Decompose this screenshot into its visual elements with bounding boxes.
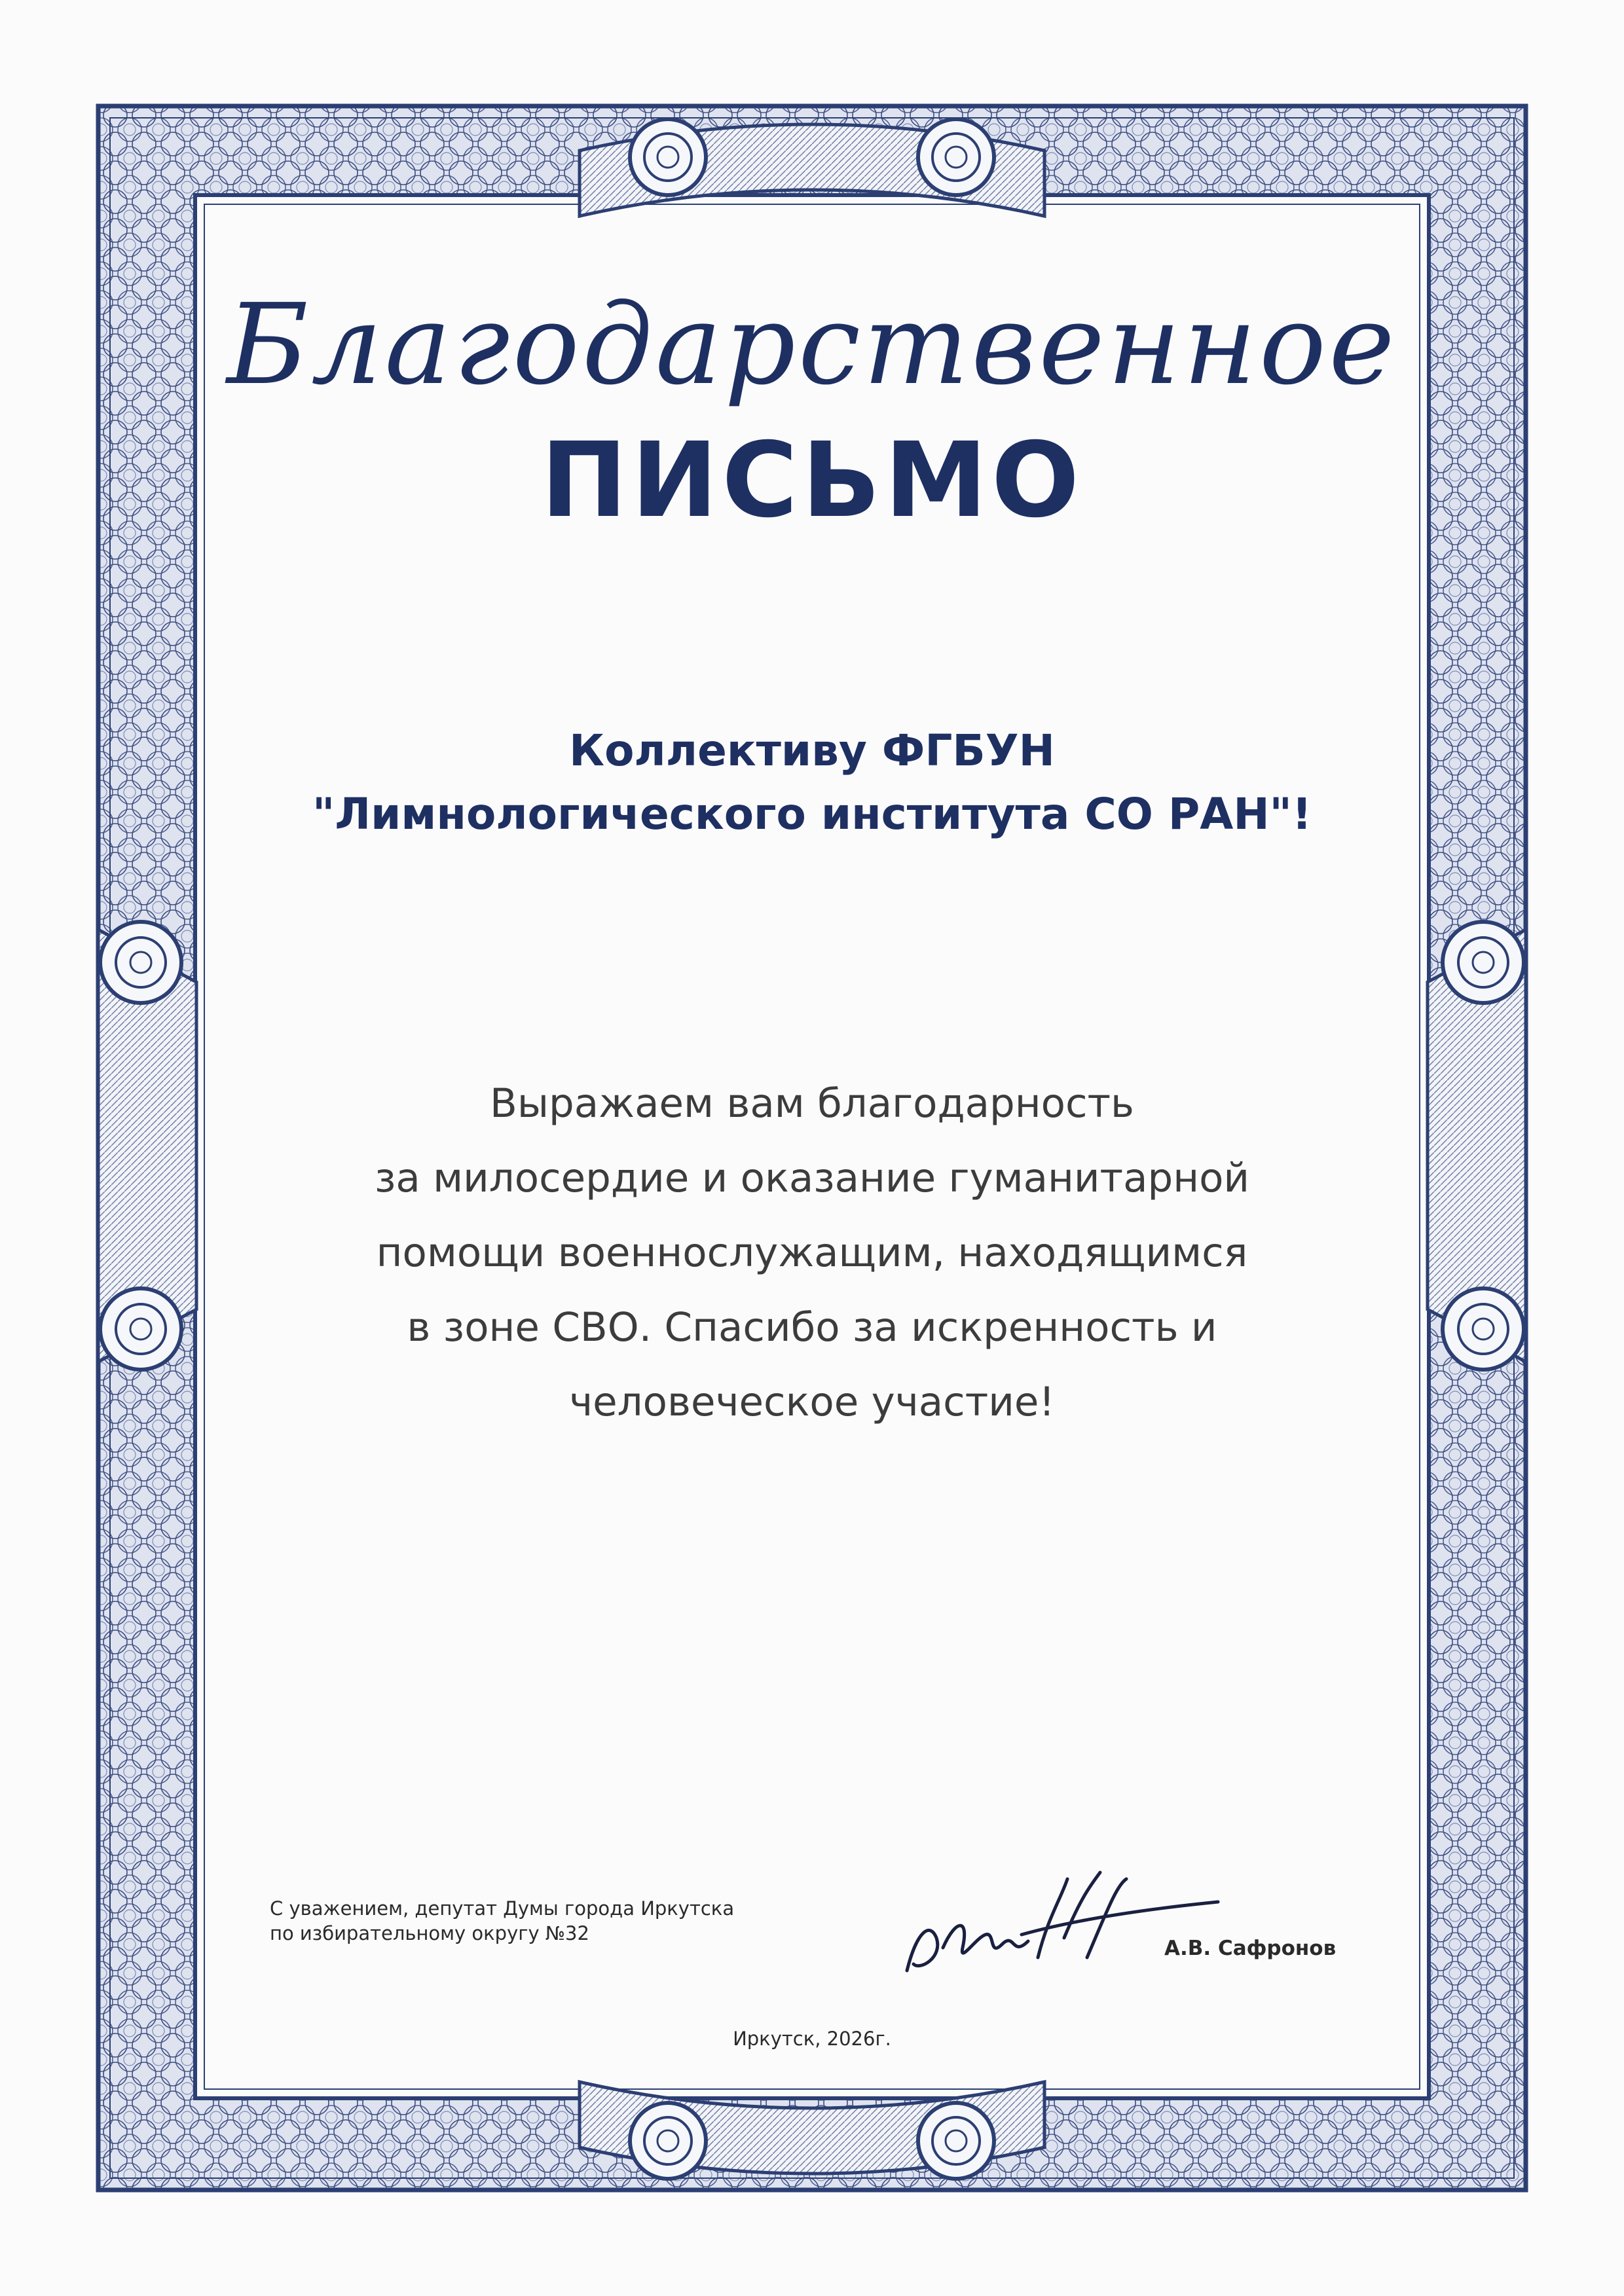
place-and-date: Иркутск, 2026г.	[733, 2028, 891, 2050]
body-text-line: человеческое участие!	[569, 1379, 1055, 1425]
body-text-line: Выражаем вам благодарность	[490, 1080, 1134, 1127]
signer-name: А.В. Сафронов	[1164, 1937, 1337, 1960]
body-text-line: за милосердие и оказание гуманитарной	[374, 1155, 1250, 1201]
body-text-line: помощи военнослужащим, находящимся	[376, 1230, 1248, 1276]
recipient-line-2: "Лимнологического института СО РАН"!	[312, 789, 1312, 839]
right-scroll-ornament	[1428, 922, 1526, 1370]
certificate-title-main: ПИСЬМО	[540, 420, 1084, 541]
body-text-line: в зоне СВО. Спасибо за искренность и	[407, 1304, 1217, 1351]
closing-line-2: по избирательному округу №32	[270, 1922, 589, 1944]
recipient-line-1: Коллективу ФГБУН	[569, 725, 1055, 776]
certificate-title-script: Благодарственное	[227, 280, 1397, 410]
closing-line-1: С уважением, депутат Думы города Иркутска	[270, 1897, 735, 1920]
closing-block	[270, 1896, 734, 1946]
left-scroll-ornament	[98, 922, 196, 1370]
